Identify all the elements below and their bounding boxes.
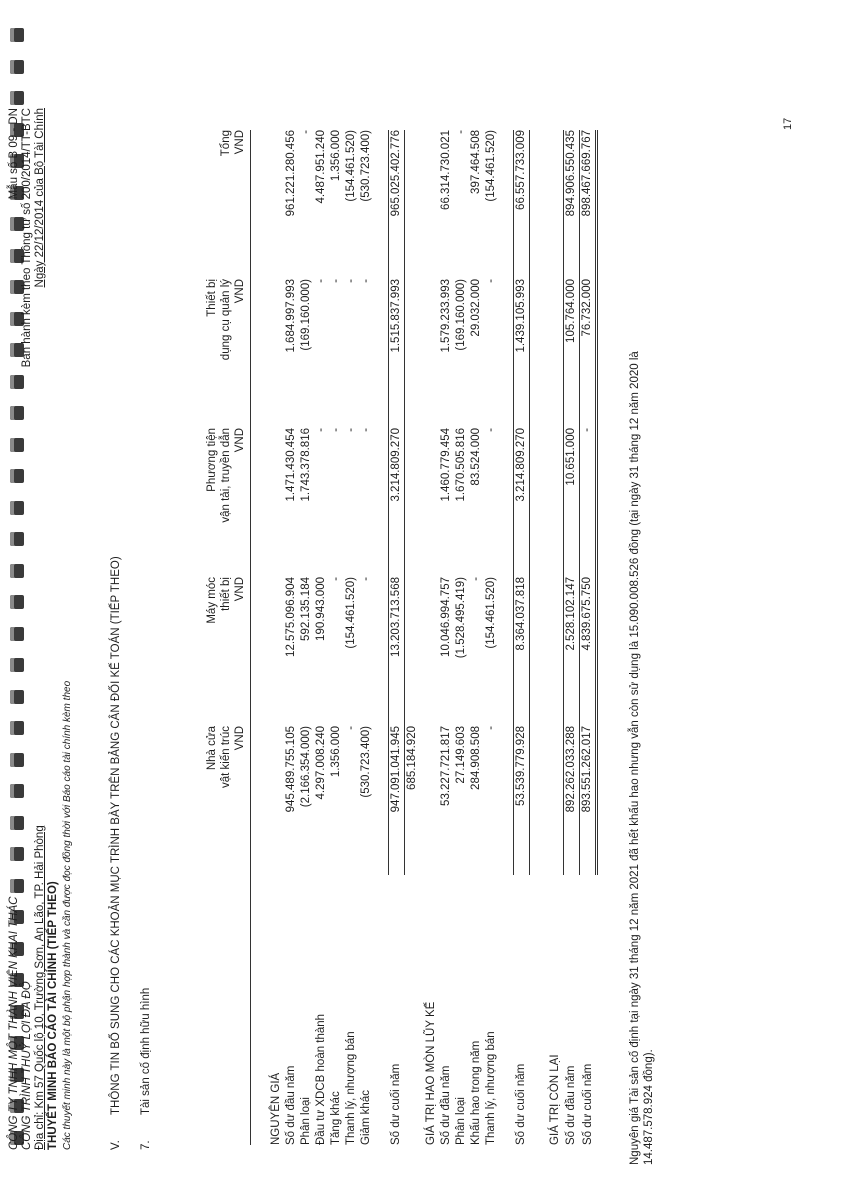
rotated-page bbox=[0, 80, 810, 1200]
document-subtitle: Các thuyết minh này là một bộ phận hợp thành và cần được đọc đồng thời với Báo cáo tài chính kèm theo bbox=[62, 680, 73, 1150]
table-row bbox=[359, 130, 374, 1145]
company-name-line2: CÔNG TRÌNH THUỶ LỢI ĐA ĐỘ bbox=[21, 981, 33, 1150]
value-cell: 893.551.262.017 bbox=[580, 726, 597, 875]
value-cell: 3.214.809.270 bbox=[514, 428, 530, 577]
value-cell: 105.764.000 bbox=[564, 279, 580, 428]
column-header bbox=[185, 279, 251, 428]
net-value-section-header: GIÁ TRỊ CÒN LẠI bbox=[549, 1054, 561, 1145]
cost-total-row bbox=[389, 130, 405, 1145]
column-header-l1: Nhà cửa bbox=[206, 726, 218, 771]
row-label: Số dư cuối năm bbox=[390, 1063, 402, 1145]
value-cell: 1.579.233.993 bbox=[440, 279, 452, 353]
row-label: Đầu tư XDCB hoàn thành bbox=[315, 1013, 327, 1145]
subsection-title: Tài sản cố định hữu hình bbox=[140, 987, 152, 1115]
value-cell: 10.651.000 bbox=[564, 428, 580, 577]
value-cell: 66.557.733.009 bbox=[514, 130, 530, 279]
value-cell: 1.356.000 bbox=[330, 726, 342, 778]
table-row bbox=[469, 130, 484, 1145]
footnote-line-1: Nguyên giá Tài sản cố định tại ngày 31 tháng 12 năm 2021 đã hết khấu hao nhưng vẫn còn sử dụng là 15.090.008.526 đồng (tại ngày 31 tháng 12 năm 2020 là bbox=[629, 351, 641, 1165]
table-row bbox=[284, 130, 299, 1145]
value-cell: 1.743.378.816 bbox=[300, 428, 312, 502]
table-row bbox=[344, 130, 359, 1145]
value-cell: 892.262.033.288 bbox=[564, 726, 580, 875]
cost-section-header: NGUYÊN GIÁ bbox=[270, 1072, 282, 1145]
net-value-row bbox=[580, 130, 597, 1145]
value-cell: 945.489.755.105 bbox=[285, 726, 297, 813]
value-cell: - bbox=[345, 726, 357, 730]
spacer-cell bbox=[251, 130, 266, 1145]
value-cell: - bbox=[330, 428, 342, 432]
column-header-l3: VND bbox=[234, 428, 246, 453]
value-cell: 1.460.779.454 bbox=[440, 428, 452, 502]
value-cell: 1.356.000 bbox=[330, 130, 342, 182]
footnote bbox=[628, 115, 656, 1165]
column-header-l2: vận tải, truyền dẫn bbox=[220, 428, 232, 523]
column-header-l2: Tổng bbox=[220, 130, 232, 157]
column-header bbox=[185, 130, 251, 279]
value-cell: - bbox=[470, 577, 482, 581]
table-row bbox=[314, 130, 329, 1145]
value-cell: 4.297.008.240 bbox=[315, 726, 327, 800]
net-value-row bbox=[564, 130, 580, 1145]
value-cell: 894.906.550.435 bbox=[564, 130, 580, 279]
row-label: Số dư đầu năm bbox=[285, 1065, 297, 1145]
value-cell: - bbox=[485, 726, 497, 730]
value-cell: (169.160.000) bbox=[455, 279, 467, 351]
row-label: Số dư đầu năm bbox=[565, 1065, 577, 1145]
column-header bbox=[185, 577, 251, 726]
column-header-l3: VND bbox=[234, 279, 246, 304]
value-cell: 53.227.721.817 bbox=[440, 726, 452, 806]
value-cell: (154.461.520) bbox=[485, 577, 497, 649]
document-title: THUYẾT MINH BÁO CÁO TÀI CHÍNH (TIẾP THEO) bbox=[47, 881, 59, 1150]
value-cell: 898.467.669.767 bbox=[580, 130, 597, 279]
value-cell: 592.135.184 bbox=[300, 577, 312, 641]
value-cell bbox=[405, 130, 421, 279]
column-header-l3: VND bbox=[234, 130, 246, 155]
value-cell: 961.221.280.456 bbox=[285, 130, 297, 217]
value-cell: 1.439.105.993 bbox=[514, 279, 530, 428]
table-row bbox=[299, 130, 314, 1145]
section-header-row bbox=[544, 130, 564, 1145]
value-cell: (1.528.495.419) bbox=[455, 577, 467, 659]
footnote-line-2: 14.487.578.924 đồng). bbox=[643, 1049, 655, 1165]
spacer-cell bbox=[530, 130, 545, 1145]
value-cell: (2.166.354.000) bbox=[300, 726, 312, 808]
value-cell: (154.461.520) bbox=[345, 577, 357, 649]
column-header-l1: Máy móc bbox=[206, 577, 218, 624]
binder-hole bbox=[10, 60, 24, 74]
row-label: Giảm khác bbox=[360, 1090, 372, 1145]
value-cell: - bbox=[360, 577, 372, 581]
column-header bbox=[185, 428, 251, 577]
value-cell: (169.160.000) bbox=[300, 279, 312, 351]
value-cell: 397.464.508 bbox=[470, 130, 482, 194]
column-header-l1: Thiết bị bbox=[206, 279, 218, 317]
form-date: Ngày 22/12/2014 của Bộ Tài Chính bbox=[34, 108, 46, 288]
company-name: CÔNG TY TNHH MỘT THÀNH VIÊN KHAI THÁC bbox=[8, 896, 20, 1150]
value-cell: 76.732.000 bbox=[580, 279, 597, 428]
column-header-l3: VND bbox=[234, 577, 246, 602]
row-label: Phân loại bbox=[455, 1097, 467, 1145]
value-cell: - bbox=[300, 130, 312, 134]
column-header-l2: vật kiến trúc bbox=[220, 726, 232, 788]
value-cell: 284.908.508 bbox=[470, 726, 482, 790]
spacer-cell bbox=[374, 130, 389, 1145]
column-header-l2: thiết bị bbox=[220, 577, 232, 611]
spacer-cell bbox=[499, 130, 514, 1145]
section-number: V. bbox=[110, 1140, 122, 1150]
subsection-number: 7. bbox=[140, 1140, 152, 1150]
spacer-row bbox=[530, 130, 545, 1145]
value-cell: 66.314.730.021 bbox=[440, 130, 452, 210]
row-label: Khấu hao trong năm bbox=[470, 1040, 482, 1145]
form-number: Mẫu số B 09 - DN bbox=[8, 108, 20, 200]
row-label: Thanh lý, nhượng bán bbox=[345, 1031, 357, 1145]
value-cell: - bbox=[345, 428, 357, 432]
value-cell: 53.539.779.928 bbox=[514, 726, 530, 875]
column-header-l1: Phương tiện bbox=[206, 428, 218, 492]
row-label: Số dư cuối năm bbox=[515, 1063, 527, 1145]
value-cell: (154.461.520) bbox=[485, 130, 497, 202]
value-cell: - bbox=[580, 428, 597, 577]
row-label: Tăng khác bbox=[330, 1091, 342, 1145]
row-label: Thanh lý, nhượng bán bbox=[485, 1031, 497, 1145]
depreciation-section-header: GIÁ TRỊ HAO MÒN LŨY KẾ bbox=[425, 1001, 437, 1145]
value-cell: 1.684.997.993 bbox=[285, 279, 297, 353]
value-cell: 83.524.000 bbox=[470, 428, 482, 486]
row-label: Phân loại bbox=[300, 1097, 312, 1145]
row-label bbox=[405, 875, 421, 1145]
value-cell: 4.487.951.240 bbox=[315, 130, 327, 204]
value-cell: 965.025.402.776 bbox=[389, 130, 405, 279]
value-cell: - bbox=[330, 279, 342, 283]
value-cell bbox=[405, 577, 421, 726]
header-label-cell bbox=[185, 875, 251, 1145]
table-row bbox=[484, 130, 499, 1145]
section-header-row bbox=[420, 130, 439, 1145]
value-cell bbox=[405, 428, 421, 577]
column-header-l3: VND bbox=[234, 726, 246, 751]
value-cell: 2.528.102.147 bbox=[564, 577, 580, 726]
value-cell: - bbox=[455, 130, 467, 134]
column-header-l2: dụng cụ quản lý bbox=[220, 279, 232, 361]
value-cell: 1.515.837.993 bbox=[389, 279, 405, 428]
value-cell: 12.575.096.904 bbox=[285, 577, 297, 657]
section-header-row bbox=[265, 130, 284, 1145]
extra-value-row bbox=[405, 130, 421, 1145]
spacer-row bbox=[499, 130, 514, 1145]
page-number: 17 bbox=[782, 117, 794, 130]
value-cell: 1.471.430.454 bbox=[285, 428, 297, 502]
depreciation-total-row bbox=[514, 130, 530, 1145]
value-cell: 10.046.994.757 bbox=[440, 577, 452, 657]
value-cell: - bbox=[315, 428, 327, 432]
value-cell: - bbox=[345, 279, 357, 283]
value-cell: (530.723.400) bbox=[360, 726, 372, 798]
spacer-row bbox=[251, 130, 266, 1145]
value-cell: 947.091.041.945 bbox=[389, 726, 405, 875]
table-row bbox=[329, 130, 344, 1145]
fixed-assets-table bbox=[185, 130, 598, 1145]
value-cell bbox=[405, 279, 421, 428]
company-address: Địa chỉ: Km 57 Quốc lộ 10, Trường Sơn, An Lão, TP. Hải Phòng bbox=[34, 825, 46, 1150]
value-cell: - bbox=[330, 577, 342, 581]
value-cell: 190.943.000 bbox=[315, 577, 327, 641]
value-cell: 13.203.713.568 bbox=[389, 577, 405, 726]
spacer-row bbox=[374, 130, 389, 1145]
value-cell: - bbox=[315, 279, 327, 283]
table-row bbox=[439, 130, 454, 1145]
row-label: Số dư đầu năm bbox=[440, 1065, 452, 1145]
value-cell: - bbox=[360, 279, 372, 283]
binder-hole bbox=[10, 28, 24, 42]
value-cell: 27.149.603 bbox=[455, 726, 467, 784]
column-header-l1 bbox=[205, 130, 219, 279]
value-cell: - bbox=[360, 428, 372, 432]
value-cell: - bbox=[485, 279, 497, 283]
extra-value-cell: 685.184.920 bbox=[406, 726, 418, 790]
value-cell: 4.839.675.750 bbox=[580, 577, 597, 726]
value-cell: (530.723.400) bbox=[360, 130, 372, 202]
value-cell: - bbox=[485, 428, 497, 432]
table-row bbox=[454, 130, 469, 1145]
value-cell: 1.670.505.816 bbox=[455, 428, 467, 502]
value-cell: 3.214.809.270 bbox=[389, 428, 405, 577]
form-circular: Ban hành kèm theo Thông tư số 200/2014/TT-BTC bbox=[21, 108, 33, 368]
section-title: THÔNG TIN BỔ SUNG CHO CÁC KHOẢN MỤC TRÌNH BÀY TRÊN BẢNG CÂN ĐỐI KẾ TOÁN (TIẾP THEO) bbox=[110, 556, 122, 1115]
value-cell: 29.032.000 bbox=[470, 279, 482, 337]
value-cell: (154.461.520) bbox=[345, 130, 357, 202]
table-header-row bbox=[185, 130, 251, 1145]
column-header bbox=[185, 726, 251, 875]
value-cell: 8.364.037.818 bbox=[514, 577, 530, 726]
row-label: Số dư cuối năm bbox=[581, 1063, 594, 1145]
